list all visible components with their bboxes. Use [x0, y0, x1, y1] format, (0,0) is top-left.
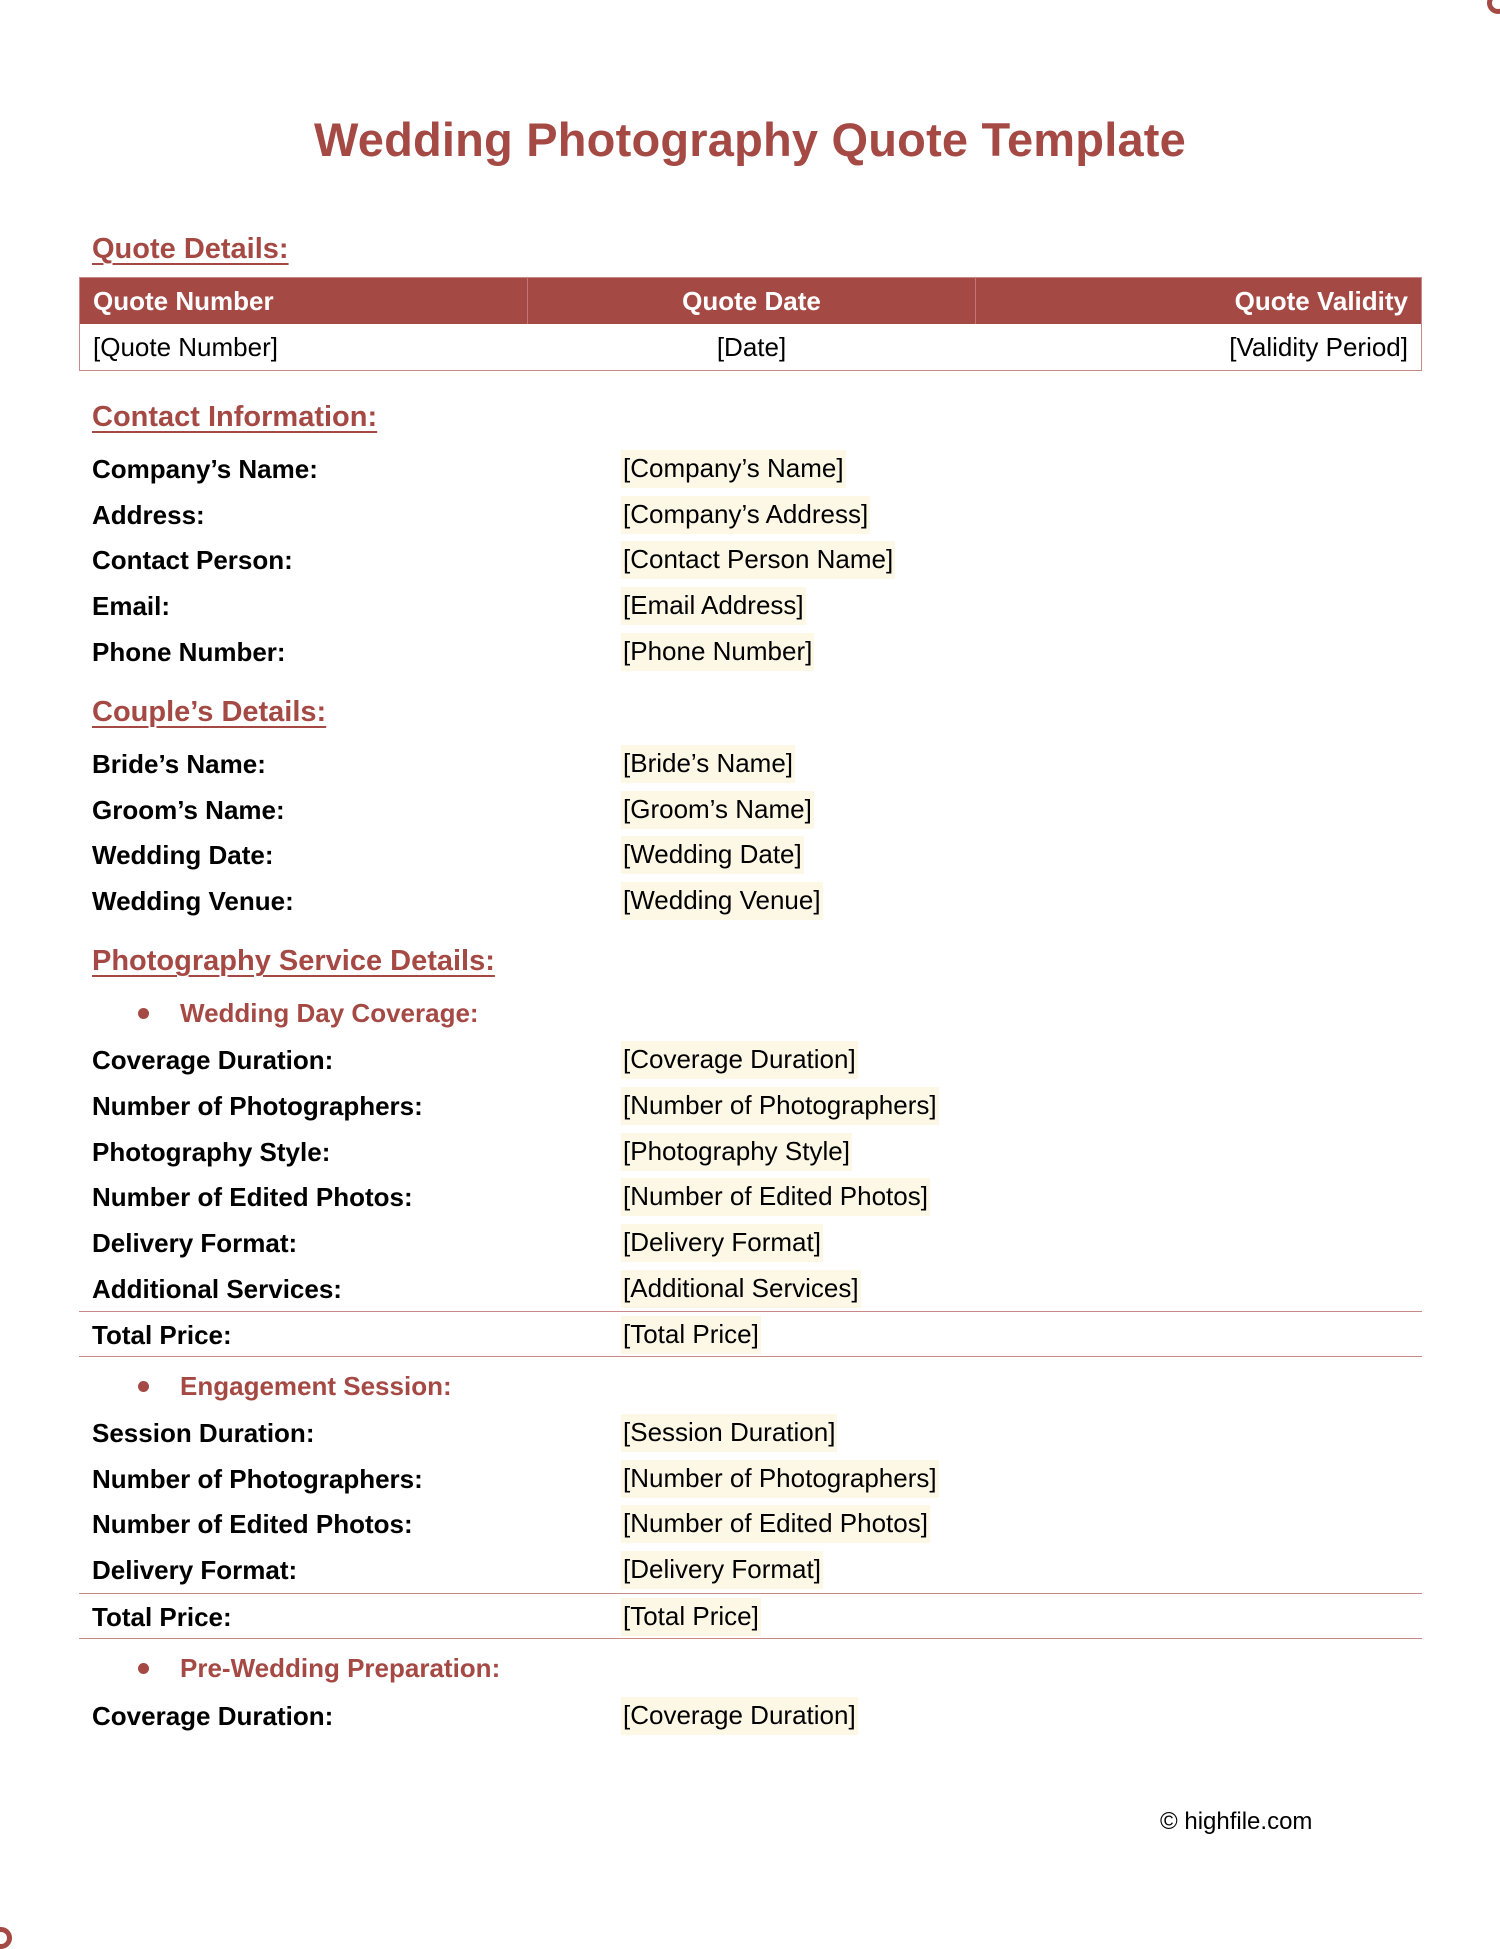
pre-wedding-row-coverage-duration — [79, 1693, 1422, 1739]
contact-row-email — [79, 583, 1422, 629]
bullet-icon — [138, 1008, 149, 1019]
field-label: Wedding Venue: — [92, 886, 294, 916]
field-value[interactable]: [Photography Style] — [621, 1133, 852, 1171]
section-heading-couple: Couple’s Details: — [92, 696, 327, 728]
field-value[interactable]: [Phone Number] — [621, 633, 814, 671]
engagement-row-photographers — [79, 1456, 1422, 1502]
wedding-row-total-price — [79, 1311, 1422, 1357]
field-label: Delivery Format: — [92, 1555, 298, 1585]
field-label: Address: — [92, 500, 205, 530]
field-value[interactable]: [Company’s Name] — [621, 450, 846, 488]
field-label: Coverage Duration: — [92, 1045, 334, 1075]
wedding-row-coverage-duration — [79, 1037, 1422, 1083]
contact-row-contact-person — [79, 537, 1422, 583]
engagement-row-delivery-format — [79, 1547, 1422, 1593]
section-heading-contact: Contact Information: — [92, 401, 378, 433]
couple-row-wedding-date — [79, 832, 1422, 878]
field-value[interactable]: [Company’s Address] — [621, 496, 870, 534]
field-label: Delivery Format: — [92, 1228, 298, 1258]
contact-row-address — [79, 492, 1422, 538]
field-label: Groom’s Name: — [92, 795, 285, 825]
field-label: Session Duration: — [92, 1418, 315, 1448]
quote-table-header-row — [80, 278, 1422, 325]
field-label: Additional Services: — [92, 1274, 342, 1304]
field-label: Coverage Duration: — [92, 1701, 334, 1731]
footer-copyright: © highfile.com — [1160, 1808, 1313, 1835]
field-value[interactable]: [Total Price] — [621, 1598, 761, 1636]
engagement-row-edited-photos — [79, 1501, 1422, 1547]
subheading-pre-wedding: Pre-Wedding Preparation: — [180, 1653, 501, 1683]
contact-row-phone — [79, 629, 1422, 675]
field-value[interactable]: [Email Address] — [621, 587, 806, 625]
quote-validity-value[interactable]: [Validity Period] — [1229, 331, 1408, 362]
field-label: Number of Photographers: — [92, 1464, 423, 1494]
field-value[interactable]: [Session Duration] — [621, 1414, 837, 1452]
field-value[interactable]: [Delivery Format] — [621, 1551, 823, 1589]
wedding-row-style — [79, 1129, 1422, 1175]
wedding-row-delivery-format — [79, 1220, 1422, 1266]
field-value[interactable]: [Number of Edited Photos] — [621, 1505, 930, 1543]
field-value[interactable]: [Coverage Duration] — [621, 1697, 858, 1735]
field-value[interactable]: [Wedding Date] — [621, 836, 804, 874]
field-value[interactable]: [Coverage Duration] — [621, 1041, 858, 1079]
field-label: Phone Number: — [92, 637, 286, 667]
quote-date-header: Quote Date — [528, 278, 976, 325]
field-label: Photography Style: — [92, 1137, 331, 1167]
bullet-icon — [138, 1381, 149, 1392]
quote-details-table — [79, 277, 1422, 371]
field-value[interactable]: [Additional Services] — [621, 1270, 861, 1308]
corner-decoration-top-right — [1487, 0, 1500, 14]
field-value[interactable]: [Total Price] — [621, 1316, 761, 1354]
field-value[interactable]: [Number of Edited Photos] — [621, 1178, 930, 1216]
section-heading-quote-details: Quote Details: — [92, 233, 289, 265]
field-value[interactable]: [Number of Photographers] — [621, 1460, 939, 1498]
field-label: Total Price: — [92, 1602, 232, 1632]
wedding-row-additional-services — [79, 1266, 1422, 1312]
field-label: Wedding Date: — [92, 840, 274, 870]
couple-row-groom — [79, 787, 1422, 833]
field-label: Email: — [92, 591, 171, 621]
field-value[interactable]: [Delivery Format] — [621, 1224, 823, 1262]
couple-row-wedding-venue — [79, 878, 1422, 924]
subheading-wedding-day: Wedding Day Coverage: — [180, 998, 479, 1028]
field-value[interactable]: [Groom’s Name] — [621, 791, 814, 829]
field-label: Bride’s Name: — [92, 749, 266, 779]
field-label: Contact Person: — [92, 545, 293, 575]
field-label: Company’s Name: — [92, 454, 318, 484]
bullet-icon — [138, 1663, 149, 1674]
field-label: Number of Edited Photos: — [92, 1182, 413, 1212]
field-label: Number of Edited Photos: — [92, 1509, 413, 1539]
engagement-row-total-price — [79, 1593, 1422, 1639]
field-value[interactable]: [Wedding Venue] — [621, 882, 823, 920]
wedding-row-edited-photos — [79, 1174, 1422, 1220]
field-label: Number of Photographers: — [92, 1091, 423, 1121]
section-heading-services: Photography Service Details: — [92, 945, 495, 977]
quote-validity-header: Quote Validity — [976, 278, 1422, 325]
couple-row-bride — [79, 741, 1422, 787]
quote-number-value[interactable]: [Quote Number] — [93, 331, 278, 362]
wedding-row-photographers — [79, 1083, 1422, 1129]
page-title: Wedding Photography Quote Template — [314, 113, 1186, 166]
field-value[interactable]: [Bride’s Name] — [621, 745, 795, 783]
subheading-engagement: Engagement Session: — [180, 1371, 452, 1401]
quote-number-header: Quote Number — [80, 278, 528, 325]
field-value[interactable]: [Number of Photographers] — [621, 1087, 939, 1125]
engagement-row-session-duration — [79, 1410, 1422, 1456]
quote-table-value-row — [80, 324, 1422, 371]
quote-date-value[interactable]: [Date] — [716, 331, 787, 362]
corner-decoration-bottom-left — [0, 1927, 12, 1949]
field-label: Total Price: — [92, 1320, 232, 1350]
contact-row-company-name — [79, 446, 1422, 492]
field-value[interactable]: [Contact Person Name] — [621, 541, 895, 579]
